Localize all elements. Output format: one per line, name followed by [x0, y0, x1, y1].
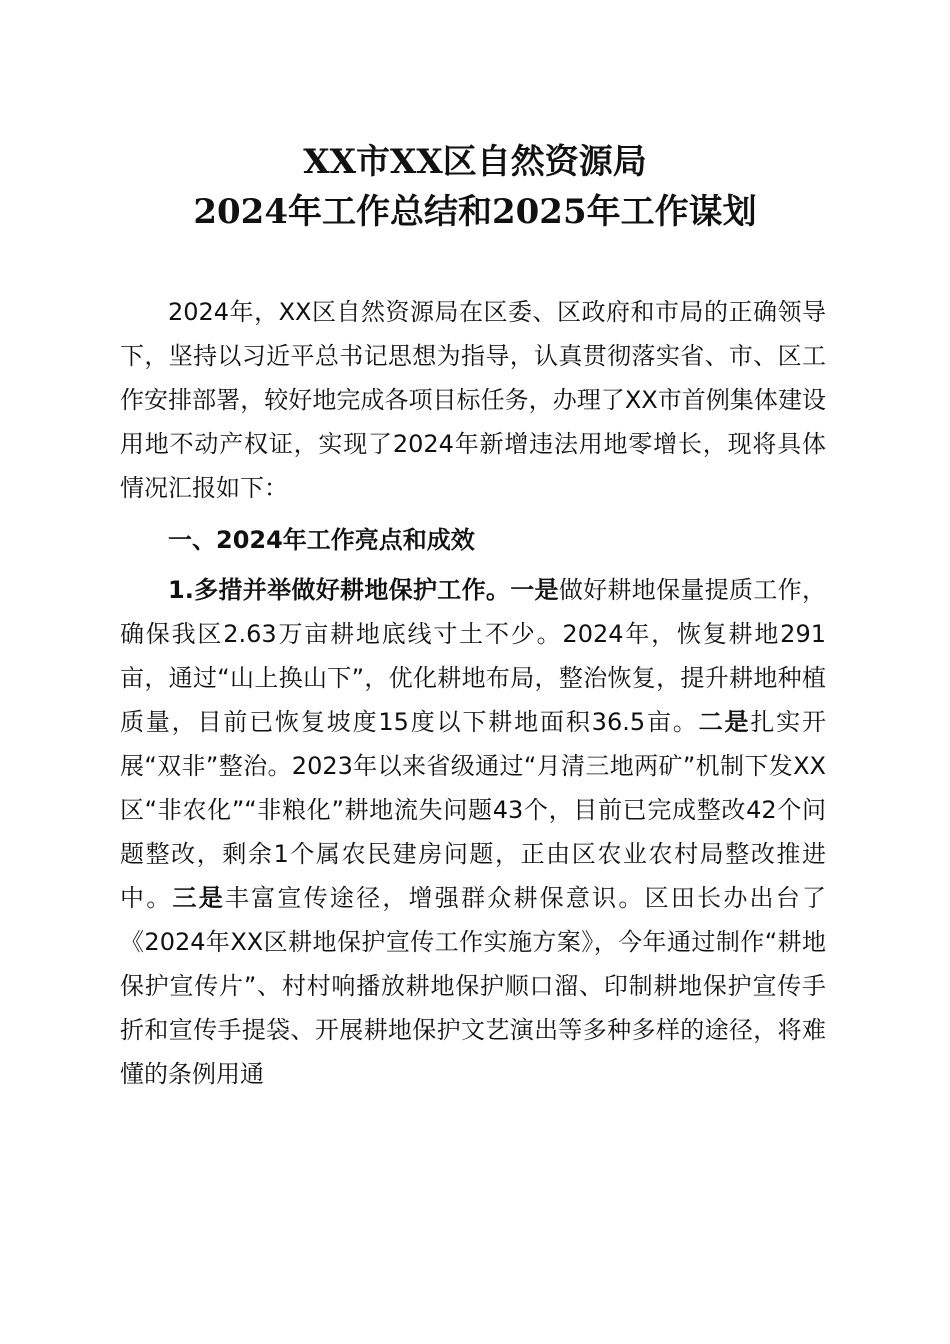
item1-text-1: 做好耕地保量提质工作，确保我区2.63万亩耕地底线寸土不少。2024年，恢复耕地291亩，通过“山上换山下”，优化耕地布局，整治恢复，提升耕地种植质量，目前已恢复坡度15度以下耕地面积36.5亩。	[120, 576, 827, 736]
intro-paragraph: 2024年，XX区自然资源局在区委、区政府和市局的正确领导下，坚持以习近平总书记思想为指导，认真贯彻落实省、市、区工作安排部署，较好地完成各项目标任务，办理了XX市首例集体建设用地不动产权证，实现了2024年新增违法用地零增长，现将具体情况汇报如下：	[120, 298, 826, 502]
document-title-line2: 2024年工作总结和2025年工作谋划	[193, 192, 757, 232]
item1-text-3: 丰富宣传途径，增强群众耕保意识。区田长办出台了《2024年XX区耕地保护宣传工作实施方案》，今年通过制作“耕地保护宣传片”、村村响播放耕地保护顺口溜、印制耕地保护宣传手折和宣传手提袋、开展耕地保护文艺演出等多种多样的途径，将难懂的条例用通	[120, 884, 827, 1088]
item1-label-3: 三是	[172, 884, 225, 912]
section-heading: 一、2024年工作亮点和成效	[168, 526, 475, 554]
document-body	[120, 290, 826, 1104]
item1-label-2: 二是	[698, 708, 751, 736]
item1-label-1: 一是	[510, 576, 559, 604]
item1-paragraph	[120, 568, 826, 1096]
item1-text-2: 扎实开展“双非”整治。2023年以来省级通过“月清三地两矿”机制下发XX区“非农化”“非粮化”耕地流失问题43个，目前已完成整改42个问题整改，剩余1个属农民建房问题，正由区农业农村局整改推进中。	[120, 708, 827, 912]
document-title-line1: XX市XX区自然资源局	[303, 142, 647, 182]
item1-lead: 1.多措并举做好耕地保护工作。	[168, 576, 511, 604]
